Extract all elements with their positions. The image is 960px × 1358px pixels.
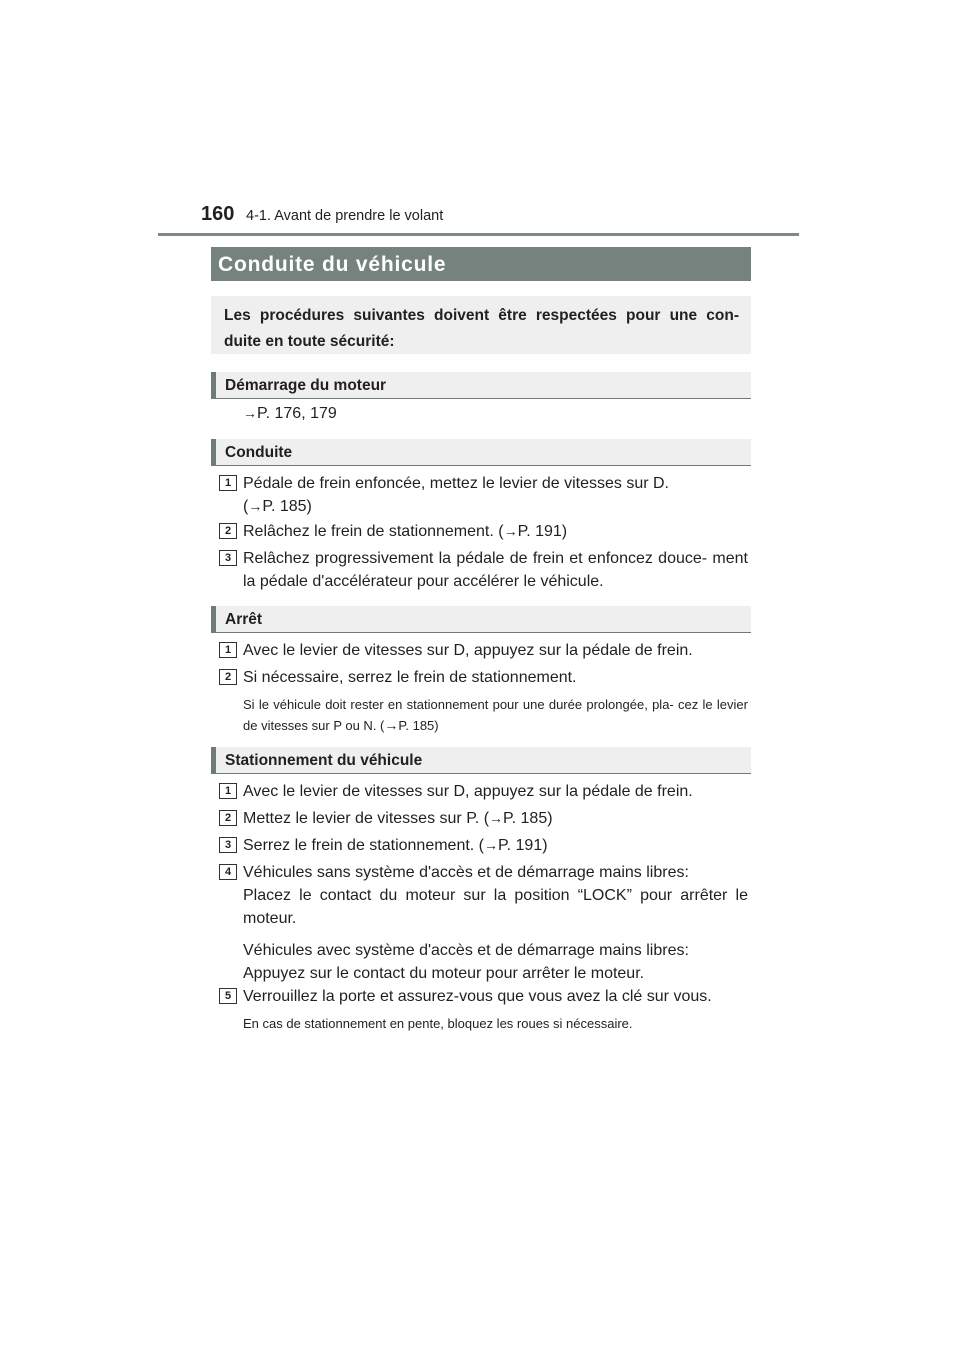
step-line: Mettez le levier de vitesses sur P. (: [243, 810, 490, 827]
ref-text[interactable]: P. 185): [503, 810, 553, 827]
step-number: 2: [219, 810, 237, 826]
step-number: 1: [219, 783, 237, 799]
step-line: Placez le contact du moteur sur la position “LOCK” pour arrêter le moteur.: [243, 887, 748, 927]
step-line: Véhicules avec système d'accès et de démarrage mains libres:: [243, 942, 689, 959]
step-text: Avec le levier de vitesses sur D, appuyez sur la pédale de frein.: [243, 783, 693, 800]
step-line: Véhicules sans système d'accès et de démarrage mains libres:: [243, 864, 689, 881]
stationnement-note: En cas de stationnement en pente, bloquez les roues si nécessaire.: [243, 1016, 633, 1031]
step-line: Appuyez sur le contact du moteur pour arrêter le moteur.: [243, 965, 645, 982]
ref-open: (: [243, 498, 249, 515]
step-number: 1: [219, 475, 237, 491]
step-ref[interactable]: [243, 495, 748, 518]
step-line: Pédale de frein enfoncée, mettez le levier de vitesses sur D.: [243, 475, 669, 492]
step-text: [243, 861, 748, 985]
section-heading-demarrage: Démarrage du moteur: [211, 372, 751, 399]
ref-text[interactable]: P. 185): [398, 718, 439, 733]
section-heading-conduite: Conduite: [211, 439, 751, 466]
page-number: 160: [201, 203, 235, 225]
step-number: 2: [219, 523, 237, 539]
header-rule: [158, 233, 799, 236]
section-heading-arret: Arrêt: [211, 606, 751, 633]
arrow-icon: →: [384, 717, 399, 733]
step-number: 3: [219, 550, 237, 566]
arrow-icon: →: [243, 405, 257, 421]
step-number: 3: [219, 837, 237, 853]
ref-text[interactable]: P. 191): [498, 837, 548, 854]
step-text: Si nécessaire, serrez le frein de stationnement.: [243, 669, 577, 686]
step-line: Relâchez le frein de stationnement. (: [243, 523, 504, 540]
page-title: Conduite du véhicule: [211, 247, 751, 281]
step-text: [243, 520, 748, 543]
ref-text: P. 176, 179: [257, 405, 337, 422]
ref-text[interactable]: P. 191): [517, 523, 568, 540]
ref-text: P. 185): [262, 498, 312, 515]
step-number: 2: [219, 669, 237, 685]
arret-note: [243, 694, 748, 736]
step-number: 5: [219, 988, 237, 1004]
step-text: [243, 472, 748, 518]
demarrage-ref[interactable]: [243, 405, 337, 423]
step-text: Verrouillez la porte et assurez-vous que vous avez la clé sur vous.: [243, 988, 712, 1005]
step-text: [243, 807, 748, 830]
step-text: [243, 834, 748, 857]
arrow-icon: →: [484, 837, 499, 853]
step-line: Serrez le frein de stationnement. (: [243, 837, 485, 854]
chapter-title: 4-1. Avant de prendre le volant: [246, 208, 444, 224]
intro-box: Les procédures suivantes doivent être respectées pour une con- duite en toute sécurité:: [211, 296, 751, 354]
arrow-icon: →: [489, 810, 504, 826]
step-number: 4: [219, 864, 237, 880]
note-text: Si le véhicule doit rester en stationnement pour une durée prolongée, pla- cez le levier de vitesses sur P ou N. (: [243, 697, 748, 733]
step-number: 1: [219, 642, 237, 658]
step-text: Relâchez progressivement la pédale de frein et enfoncez douce- ment la pédale d'accélérateur pour accélérer le véhicule.: [243, 550, 748, 590]
section-heading-stationnement: Stationnement du véhicule: [211, 747, 751, 774]
arrow-icon: →: [248, 498, 263, 514]
arrow-icon: →: [503, 523, 518, 539]
step-text: Avec le levier de vitesses sur D, appuyez sur la pédale de frein.: [243, 642, 693, 659]
